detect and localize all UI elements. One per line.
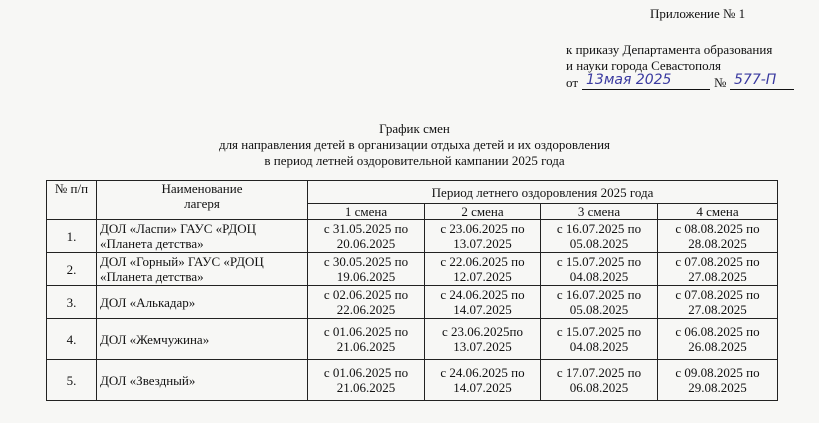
order-reference-line1: к приказу Департамента образования [566, 42, 773, 57]
number-underline [730, 89, 794, 90]
shift-end: 06.08.2025 [569, 380, 629, 395]
header-shift-4: 4 смена [658, 204, 778, 220]
shift-end: 20.06.2025 [336, 236, 396, 251]
shift-end: 13.07.2025 [453, 236, 512, 251]
header-period: Период летнего оздоровления 2025 года [308, 181, 778, 204]
document-title [0, 121, 819, 169]
row-shift-2 [425, 253, 541, 286]
shift-end: 05.08.2025 [569, 236, 629, 251]
shift-start: с 06.08.2025 по [675, 324, 760, 339]
row-num: 5. [47, 360, 97, 401]
table-row [47, 220, 778, 253]
order-date-number-line [566, 74, 796, 92]
row-shift-3 [541, 360, 658, 401]
shift-end: 05.08.2025 [569, 302, 629, 317]
header-camp-name-line2: лагеря [184, 196, 220, 211]
header-camp-name-line1: Наименование [161, 181, 243, 196]
shift-end: 28.08.2025 [688, 236, 747, 251]
row-shift-1 [308, 286, 425, 319]
shift-start: с 01.06.2025 по [323, 365, 409, 380]
header-shift-1: 1 смена [308, 204, 425, 220]
row-shift-4 [658, 360, 778, 401]
row-num: 4. [47, 319, 97, 360]
shift-start: с 31.05.2025 по [323, 221, 409, 236]
table-row [47, 286, 778, 319]
header-shift-3: 3 смена [541, 204, 658, 220]
row-camp-name [97, 253, 308, 286]
title-line3: в период летней оздоровительной кампании 2025 года [264, 153, 565, 168]
row-camp-name [97, 360, 308, 401]
shift-start: с 23.06.2025 по [440, 221, 525, 236]
row-camp-name [97, 286, 308, 319]
shift-start: с 23.06.2025по [442, 324, 523, 339]
row-camp-name [97, 319, 308, 360]
shift-start: с 24.06.2025 по [440, 287, 525, 302]
order-reference [566, 42, 772, 74]
shift-start: с 24.06.2025 по [440, 365, 525, 380]
row-num: 3. [47, 286, 97, 319]
row-shift-4 [658, 253, 778, 286]
camp-name-line2: «Планета детства» [100, 269, 204, 284]
from-label: от [566, 75, 579, 90]
row-shift-1 [308, 360, 425, 401]
header-shift-2: 2 смена [425, 204, 541, 220]
shift-start: с 15.07.2025 по [556, 254, 642, 269]
row-camp-name [97, 220, 308, 253]
row-shift-4 [658, 319, 778, 360]
shift-end: 19.06.2025 [336, 269, 396, 284]
camp-name-line1: ДОЛ «Ласпи» ГАУС «РДОЦ [100, 221, 257, 236]
shift-end: 04.08.2025 [569, 339, 629, 354]
shift-end: 27.08.2025 [688, 269, 747, 284]
header-camp-name [97, 181, 308, 220]
shift-start: с 16.07.2025 по [556, 287, 642, 302]
shift-end: 22.06.2025 [336, 302, 396, 317]
shift-end: 29.08.2025 [688, 380, 747, 395]
shift-end: 21.06.2025 [336, 380, 396, 395]
handwritten-number: 577-П [734, 72, 777, 88]
shift-schedule-table [46, 180, 778, 401]
shift-start: с 16.07.2025 по [556, 221, 642, 236]
handwritten-date: 13мая 2025 [586, 72, 672, 88]
shift-start: с 17.07.2025 по [556, 365, 642, 380]
camp-name-line1: ДОЛ «Алькадар» [100, 294, 196, 310]
table-row [47, 253, 778, 286]
row-shift-3 [541, 286, 658, 319]
shift-start: с 01.06.2025 по [323, 324, 409, 339]
shift-end: 27.08.2025 [688, 302, 747, 317]
title-line2: для направления детей в организации отдыха детей и их оздоровления [218, 137, 611, 152]
shift-end: 13.07.2025 [453, 339, 512, 354]
header-num: № п/п [47, 181, 97, 220]
shift-start: с 22.06.2025 по [440, 254, 525, 269]
shift-end: 14.07.2025 [453, 302, 512, 317]
shift-start: с 07.08.2025 по [675, 287, 760, 302]
shift-start: с 02.06.2025 по [323, 287, 409, 302]
row-shift-1 [308, 319, 425, 360]
shift-end: 26.08.2025 [688, 339, 747, 354]
shift-end: 12.07.2025 [453, 269, 512, 284]
number-label: № [714, 75, 727, 90]
table-row [47, 360, 778, 401]
row-shift-2 [425, 220, 541, 253]
table-row [47, 319, 778, 360]
row-shift-1 [308, 253, 425, 286]
shift-end: 04.08.2025 [569, 269, 629, 284]
row-num: 2. [47, 253, 97, 286]
row-shift-1 [308, 220, 425, 253]
camp-name-line1: ДОЛ «Горный» ГАУС «РДОЦ [100, 254, 264, 269]
order-reference-line2: и науки города Севастополя [566, 58, 721, 73]
shift-end: 21.06.2025 [336, 339, 396, 354]
row-shift-2 [425, 286, 541, 319]
row-shift-4 [658, 286, 778, 319]
shift-start: с 09.08.2025 по [675, 365, 760, 380]
shift-start: с 30.05.2025 по [323, 254, 409, 269]
shift-start: с 08.08.2025 по [675, 221, 760, 236]
row-shift-3 [541, 319, 658, 360]
table-header-row [47, 181, 778, 204]
camp-name-line2: «Планета детства» [100, 236, 204, 251]
camp-name-line1: ДОЛ «Жемчужина» [100, 331, 210, 347]
shift-end: 14.07.2025 [453, 380, 512, 395]
title-line1: График смен [379, 121, 450, 136]
row-num: 1. [47, 220, 97, 253]
row-shift-3 [541, 220, 658, 253]
row-shift-3 [541, 253, 658, 286]
shift-start: с 07.08.2025 по [675, 254, 760, 269]
appendix-label: Приложение № 1 [650, 6, 746, 21]
row-shift-2 [425, 360, 541, 401]
date-underline [582, 89, 710, 90]
shift-start: с 15.07.2025 по [556, 324, 642, 339]
row-shift-4 [658, 220, 778, 253]
camp-name-line1: ДОЛ «Звездный» [100, 372, 196, 388]
row-shift-2 [425, 319, 541, 360]
